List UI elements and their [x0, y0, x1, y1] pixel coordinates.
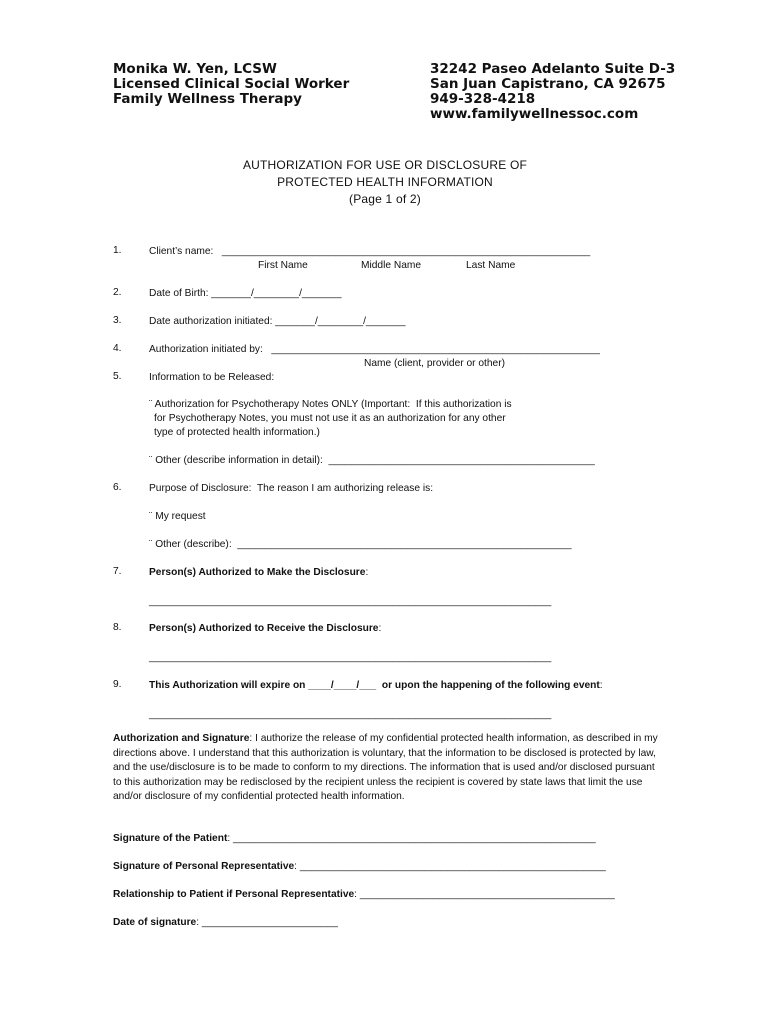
- persons-make-field[interactable]: _______________________________________________________________________: [149, 596, 552, 607]
- practice-contact: [430, 62, 675, 122]
- item-number-8: 8.: [113, 622, 122, 633]
- relationship-field[interactable]: [113, 888, 615, 901]
- patient-signature-field[interactable]: [113, 832, 596, 845]
- form-title: [0, 157, 770, 208]
- middle-name-label: Middle Name: [361, 260, 422, 271]
- page-indicator: (Page 1 of 2): [349, 192, 421, 206]
- practitioner-info: [113, 62, 349, 107]
- persons-receive-field[interactable]: _______________________________________________________________________: [149, 652, 552, 663]
- address-line1: 32242 Paseo Adelanto Suite D-3: [430, 61, 676, 77]
- info-released-label: Information to be Released:: [149, 372, 275, 383]
- relationship-label: Relationship to Patient if Personal Representative: [113, 889, 355, 900]
- website: www.familywellnessoc.com: [430, 106, 639, 122]
- authorization-text: : I authorize the release of my confidential protected health information, as described in my directions above. I understand that this authorization is voluntary, that the information to be disclosed is protected by law, and the use/disclosure is to be made to conform to my directions. The information that is used and/or disclosed pursuant to this authorization may be redisclosed by the recipient unless the recipient is covered by state laws that limit the use and/or disclosure of my confidential protected health information.: [113, 733, 658, 803]
- purpose-label: Purpose of Disclosure: The reason I am authorizing release is:: [149, 483, 434, 494]
- relationship-line: : _____________________________________________: [354, 889, 615, 900]
- expiration-label-text: This Authorization will expire on ____/____/___ or upon the happening of the following event: [149, 680, 600, 691]
- first-name-label: First Name: [258, 260, 308, 271]
- date-of-birth-field[interactable]: Date of Birth: _______/________/_______: [149, 288, 342, 299]
- my-request-checkbox[interactable]: ¨ My request: [149, 511, 206, 522]
- item-number-9: 9.: [113, 679, 122, 690]
- psychotherapy-notes-text: for Psychotherapy Notes, you must not use it as an authorization for any other: [154, 413, 506, 424]
- item-number-4: 4.: [113, 343, 122, 354]
- title-line1: AUTHORIZATION FOR USE OR DISCLOSURE OF: [242, 158, 528, 172]
- representative-signature-field[interactable]: [113, 860, 606, 873]
- persons-receive-label-text: Person(s) Authorized to Receive the Disclosure: [149, 623, 379, 634]
- client-name-field[interactable]: Client’s name: _________________________________________________________________: [149, 246, 591, 257]
- date-initiated-field[interactable]: Date authorization initiated: _______/________/_______: [149, 316, 406, 327]
- expiration-event-field[interactable]: _______________________________________________________________________: [149, 709, 552, 720]
- signature-date-label: Date of signature: [113, 917, 197, 928]
- expiration-field[interactable]: [149, 679, 603, 692]
- authorization-label: Authorization and Signature: [113, 733, 250, 744]
- other-purpose-checkbox[interactable]: ¨ Other (describe): ___________________________________________________________: [149, 539, 572, 550]
- persons-make-label-text: Person(s) Authorized to Make the Disclosure: [149, 567, 366, 578]
- address-line2: San Juan Capistrano, CA 92675: [430, 76, 666, 92]
- initiated-by-caption: Name (client, provider or other): [364, 358, 505, 369]
- patient-signature-label: Signature of the Patient: [113, 833, 228, 844]
- patient-signature-line: : ________________________________________________________________: [227, 833, 596, 844]
- colon: :: [599, 680, 603, 691]
- colon: :: [365, 567, 369, 578]
- representative-signature-line: : ______________________________________________________: [294, 861, 606, 872]
- item-number-1: 1.: [113, 245, 122, 256]
- signature-date-field[interactable]: [113, 916, 338, 929]
- phone-number: 949-328-4218: [430, 91, 536, 107]
- item-number-7: 7.: [113, 566, 122, 577]
- colon: :: [378, 623, 382, 634]
- practitioner-name: Monika W. Yen, LCSW: [113, 61, 277, 77]
- signature-date-line: : ________________________: [196, 917, 338, 928]
- last-name-label: Last Name: [466, 260, 516, 271]
- psychotherapy-notes-checkbox[interactable]: ¨ Authorization for Psychotherapy Notes ONLY (Important: If this authorization is: [149, 399, 512, 410]
- initiated-by-field[interactable]: Authorization initiated by: __________________________________________________________: [149, 344, 600, 355]
- persons-receive-label: [149, 622, 381, 635]
- psychotherapy-notes-text: type of protected health information.): [154, 427, 320, 438]
- representative-signature-label: Signature of Personal Representative: [113, 861, 295, 872]
- item-number-3: 3.: [113, 315, 122, 326]
- practitioner-title: Licensed Clinical Social Worker: [113, 76, 350, 92]
- item-number-6: 6.: [113, 482, 122, 493]
- other-info-checkbox[interactable]: ¨ Other (describe information in detail): _______________________________________________: [149, 455, 595, 466]
- persons-make-label: [149, 566, 368, 579]
- title-line2: PROTECTED HEALTH INFORMATION: [277, 175, 493, 189]
- item-number-2: 2.: [113, 287, 122, 298]
- authorization-paragraph: [113, 732, 658, 805]
- item-number-5: 5.: [113, 371, 122, 382]
- practice-name: Family Wellness Therapy: [113, 91, 302, 107]
